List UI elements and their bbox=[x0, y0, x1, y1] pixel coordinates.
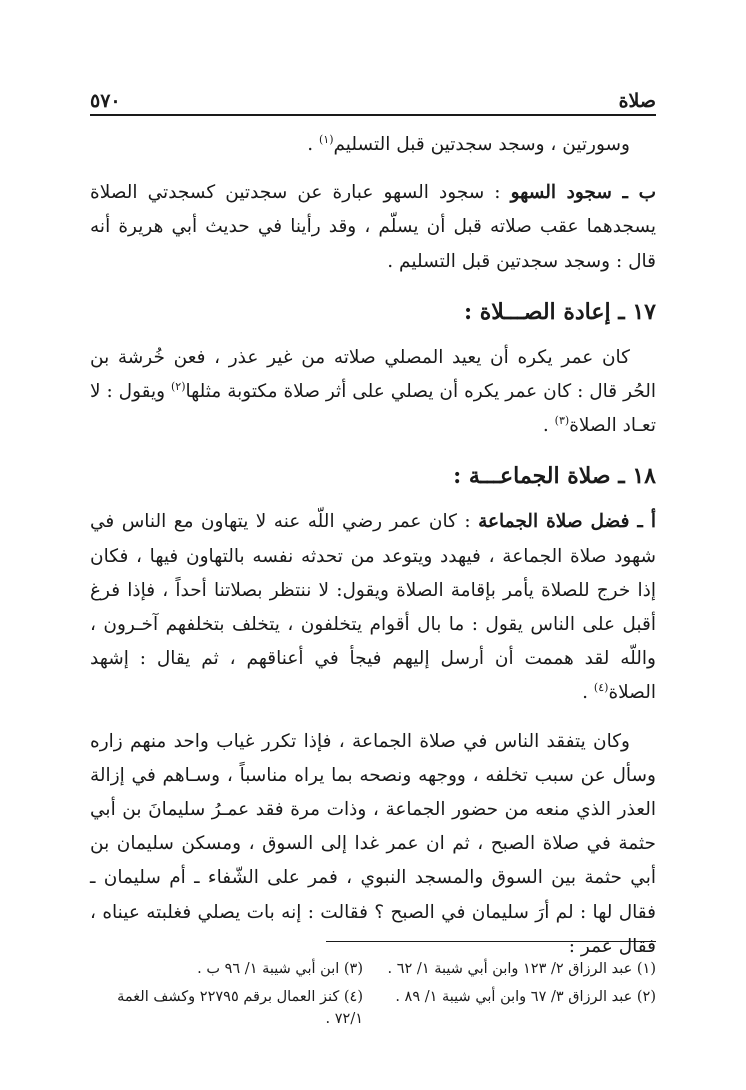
page-number: ٥٧٠ bbox=[90, 90, 121, 112]
running-header bbox=[90, 82, 656, 112]
text-run: . bbox=[582, 682, 594, 704]
header-title: صلاة bbox=[618, 90, 656, 112]
text-run: كان عمر يكره أن يعيد المصلي صلاته من غير عذر ، فعن خُرشة بن الحُر قال : كان عمر يكره أن يصلي على أثر صلاة مكتوبة مثلها bbox=[90, 346, 656, 403]
spacer bbox=[90, 711, 656, 725]
paragraph-17 bbox=[90, 341, 656, 444]
subsection-b-title: ب ـ سجود السهو bbox=[510, 182, 656, 204]
section-heading-18: ١٨ ـ صلاة الجماعـــة : bbox=[453, 463, 656, 490]
footnote-ref-1: (١) bbox=[318, 132, 334, 146]
subsection-a-text: : كان عمر رضي اللّه عنه لا يتهاون مع الناس في شهود صلاة الجماعة ، فيهدد ويتوعد من تحدثه نفسه بالتهاون فيها ، فكان إذا خرج للصلاة يأمر بإقامة الصلاة ويقول: لا ننتظر بصلاتنا أحداً ، فإذا فرغ أقبل على الناس يقول : ما بال أقوام يتخلفون ، يتخلف بتخلفهم آخـرون ، واللّه لقد هممت أن أرسل إليهم فيجأ في أعناقهم ، ثم يقال : إشهد الصلاة bbox=[90, 511, 656, 704]
subsection-a bbox=[90, 505, 656, 710]
footnote-3: (٣) ابن أبي شيبة ١/ ٩٦ ب . bbox=[197, 961, 363, 977]
footnote-4: (٤) كنز العمال برقم ٢٢٧٩٥ وكشف الغمة ٧٢/١ . bbox=[117, 989, 363, 1027]
text-run: ويقول : لا تعـاد الصلاة bbox=[90, 381, 656, 437]
header-rule bbox=[90, 114, 656, 116]
footnote-ref-3: (٣) bbox=[554, 414, 570, 428]
footnote-rule bbox=[326, 941, 656, 942]
text-run: وسورتين ، وسجد سجدتين قبل التسليم bbox=[333, 134, 630, 155]
main-text bbox=[90, 128, 656, 964]
footnotes bbox=[90, 958, 656, 1030]
subsection-b-text: : سجود السهو عبارة عن سجدتين كسجدتي الصلاة يسجدهما عقب صلاته قبل أن يسلّم ، وقد رأينا في حديث أبي هريرة أنه قال : وسجد سجدتين قبل التسليم . bbox=[90, 182, 656, 272]
section-heading-17: ١٧ ـ إعادة الصـــلاة : bbox=[464, 298, 656, 325]
subsection-a-title: أ ـ فضل صلاة الجماعة bbox=[478, 511, 656, 533]
paragraph-continuation bbox=[90, 128, 656, 162]
text-run: . bbox=[542, 415, 555, 437]
footnote-2: (٢) عبد الرزاق ٣/ ٦٧ وابن أبي شيبة ١/ ٨٩ . bbox=[395, 989, 656, 1005]
text-run: . bbox=[307, 134, 319, 155]
footnote-1: (١) عبد الرزاق ٢/ ١٢٣ وابن أبي شيبة ١/ ٦٢ . bbox=[387, 961, 656, 977]
subsection-b bbox=[90, 176, 656, 279]
paragraph-last: وكان يتفقد الناس في صلاة الجماعة ، فإذا تكرر غياب واحد منهم زاره وسأل عن سبب تخلفه ، ووجهه ونصحه بما يراه مناسباً ، وسـاهم في إزالة العذر الذي منعه من حضور الجماعة ، وذات مرة فقد عمـرُ سليمانَ بن أبي حثمة في صلاة الصبح ، ثم ان عمر غدا إلى السوق ، ومسكن سليمان بن أبي حثمة بين السوق والمسجد النبوي ، فمر على الشّفاء ـ أم سليمان ـ فقال لها : لم أرَ سليمان في الصبح ؟ فقالت : إنه بات يصلي فغلبته عيناه ، فقال عمر : bbox=[90, 730, 656, 957]
spacer bbox=[90, 162, 656, 176]
footnote-ref-2: (٢) bbox=[171, 379, 186, 393]
footnote-ref-4: (٤) bbox=[593, 681, 609, 695]
